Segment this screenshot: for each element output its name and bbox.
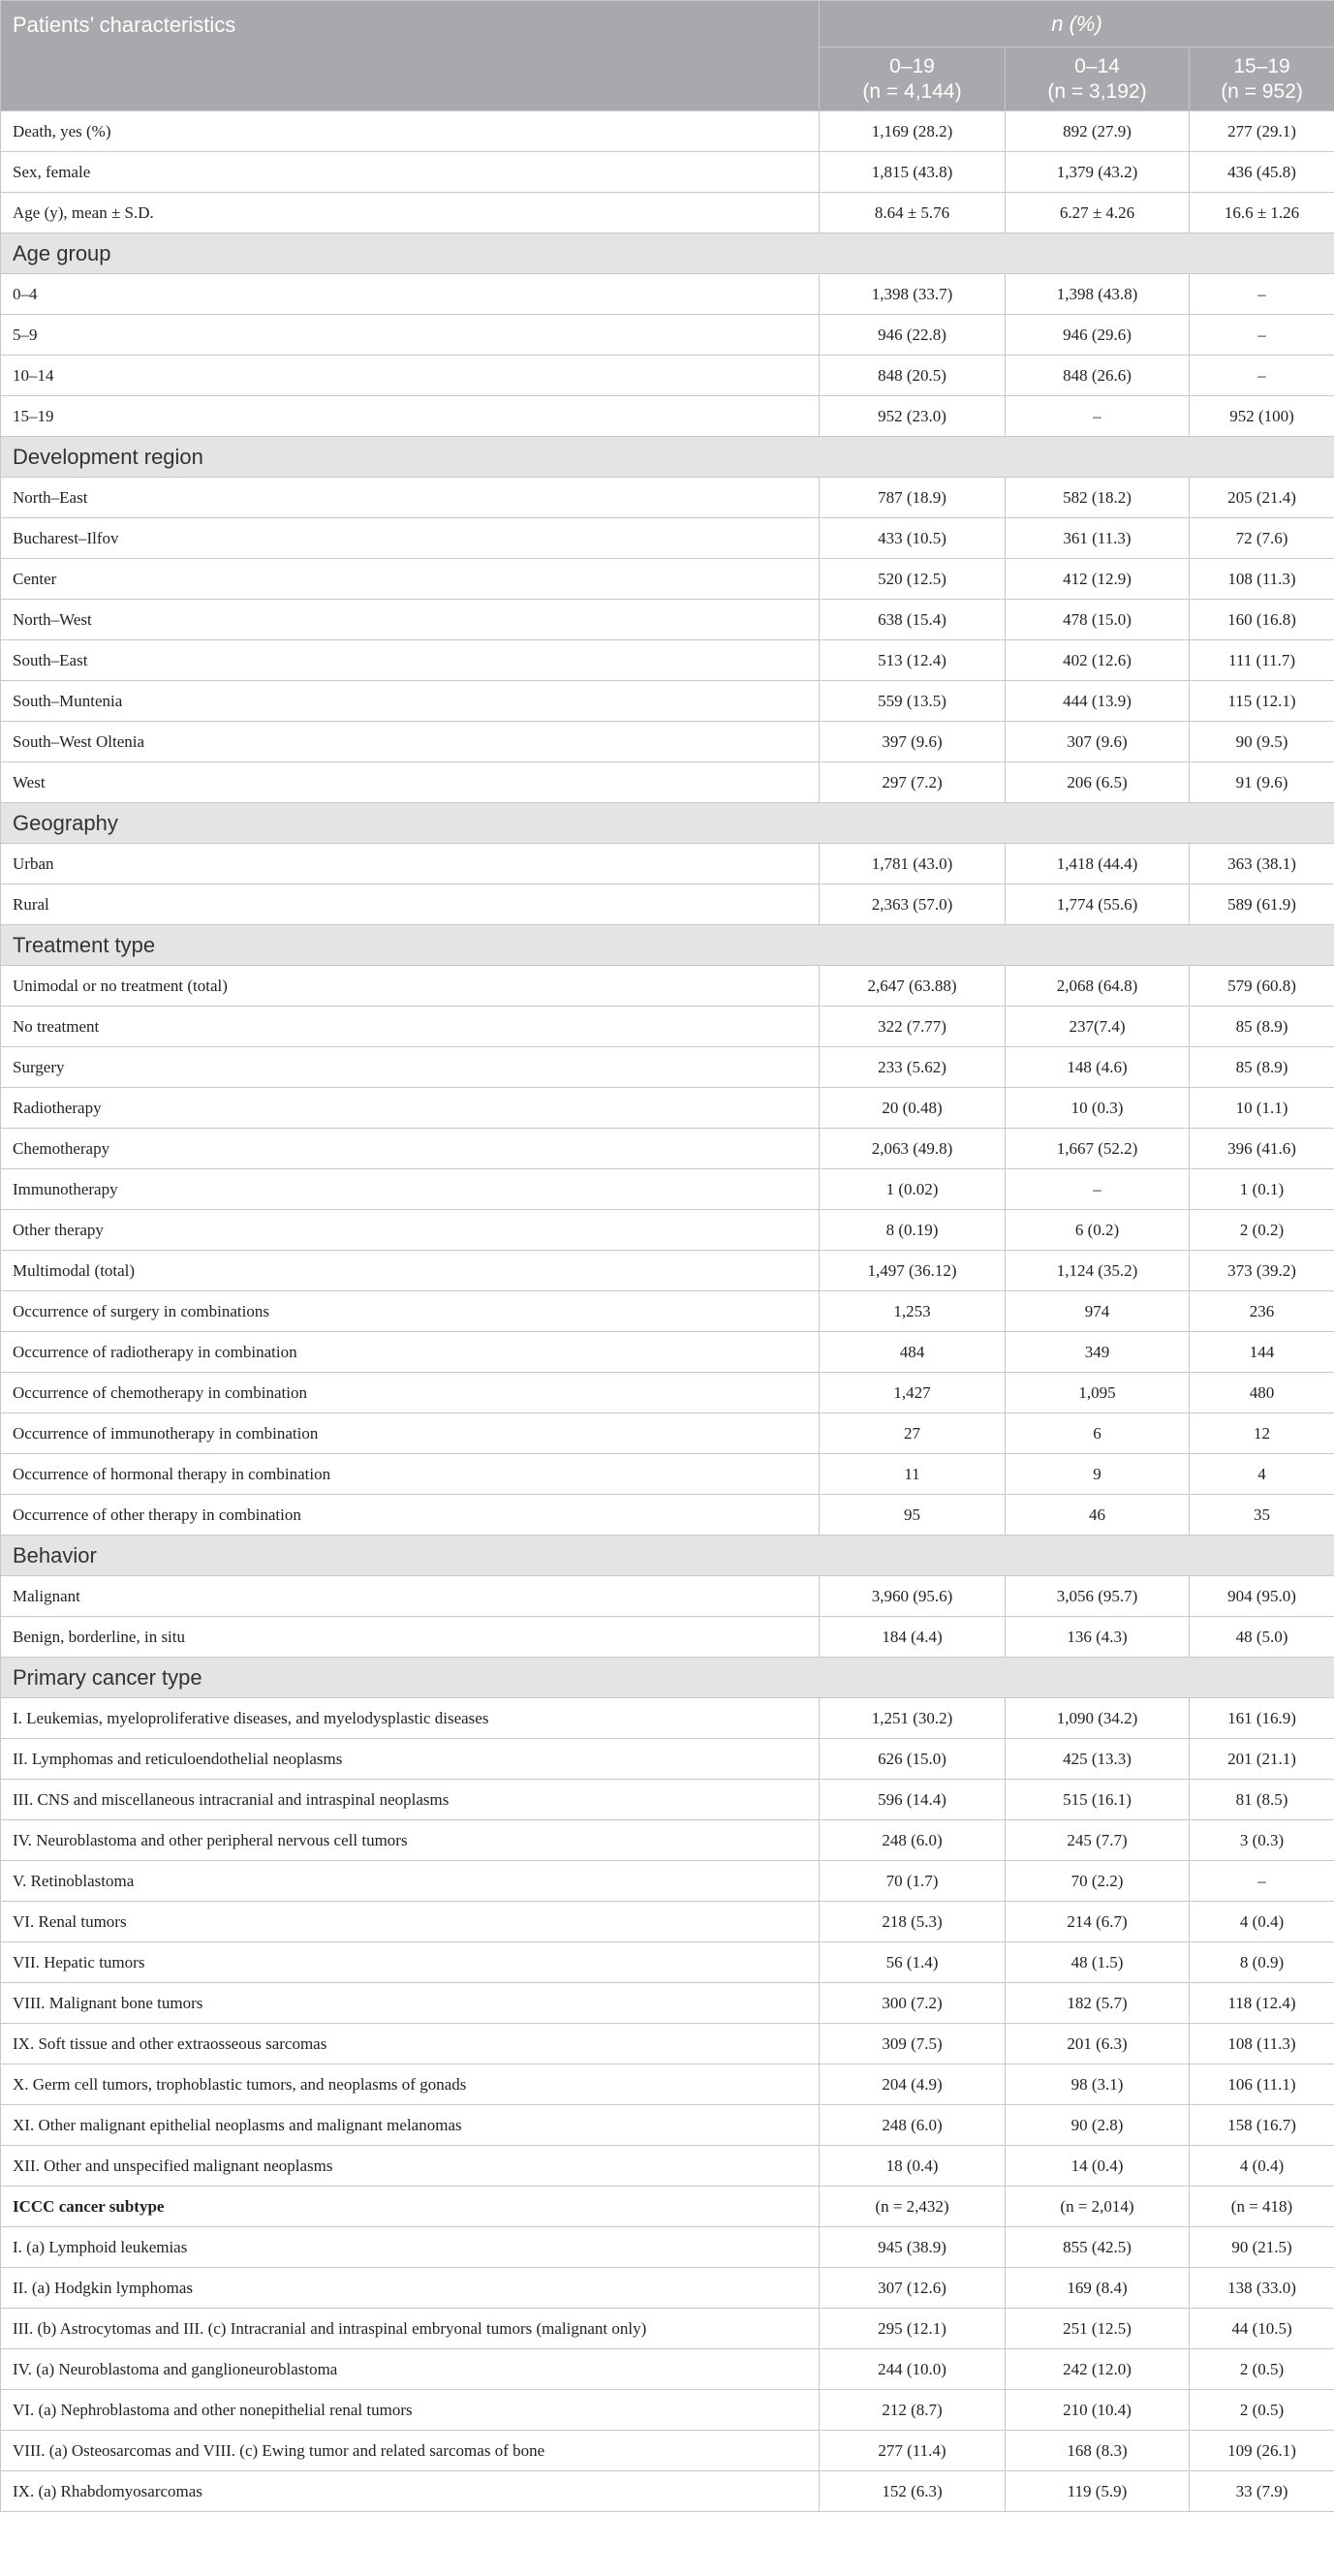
table-row: [1, 518, 1334, 559]
value-cell: 91 (9.6): [1190, 762, 1334, 803]
value-cell: 1,379 (43.2): [1006, 152, 1190, 193]
value-cell: 119 (5.9): [1006, 2471, 1190, 2512]
row-label: VIII. Malignant bone tumors: [1, 1983, 820, 2024]
table-row: [1, 1576, 1334, 1617]
value-cell: 11: [820, 1454, 1006, 1495]
value-cell: 402 (12.6): [1006, 640, 1190, 681]
table-row: [1, 152, 1334, 193]
value-cell: 48 (1.5): [1006, 1942, 1190, 1983]
table-row: [1, 478, 1334, 518]
value-cell: 72 (7.6): [1190, 518, 1334, 559]
value-cell: 515 (16.1): [1006, 1780, 1190, 1820]
value-cell: 8 (0.9): [1190, 1942, 1334, 1983]
table-row: [1, 1454, 1334, 1495]
value-cell: 85 (8.9): [1190, 1047, 1334, 1088]
section-header-row: [1, 1658, 1334, 1698]
section-header-row: [1, 233, 1334, 274]
value-cell: 1,398 (33.7): [820, 274, 1006, 315]
value-cell: 295 (12.1): [820, 2309, 1006, 2349]
row-label: III. CNS and miscellaneous intracranial and intraspinal neoplasms: [1, 1780, 820, 1820]
table-row: [1, 1373, 1334, 1413]
section-label: Age group: [1, 233, 1334, 274]
value-cell: 300 (7.2): [820, 1983, 1006, 2024]
value-cell: 90 (21.5): [1190, 2227, 1334, 2268]
row-label: IX. (a) Rhabdomyosarcomas: [1, 2471, 820, 2512]
table-row: [1, 2064, 1334, 2105]
table-row: [1, 274, 1334, 315]
value-cell: 218 (5.3): [820, 1902, 1006, 1942]
value-cell: 108 (11.3): [1190, 559, 1334, 600]
header-characteristics: Patients’ characteristics: [1, 1, 820, 111]
value-cell: 1,090 (34.2): [1006, 1698, 1190, 1739]
value-cell: 1,815 (43.8): [820, 152, 1006, 193]
value-cell: 6: [1006, 1413, 1190, 1454]
row-label: Sex, female: [1, 152, 820, 193]
row-label: Other therapy: [1, 1210, 820, 1251]
header-group-0-19: 0–19 (n = 4,144): [820, 47, 1006, 111]
value-cell: 520 (12.5): [820, 559, 1006, 600]
row-label: VI. Renal tumors: [1, 1902, 820, 1942]
value-cell: 436 (45.8): [1190, 152, 1334, 193]
value-cell: 144: [1190, 1332, 1334, 1373]
value-cell: 98 (3.1): [1006, 2064, 1190, 2105]
row-label: Benign, borderline, in situ: [1, 1617, 820, 1658]
table-row: [1, 2105, 1334, 2146]
value-cell: 3,056 (95.7): [1006, 1576, 1190, 1617]
value-cell: 3 (0.3): [1190, 1820, 1334, 1861]
value-cell: 109 (26.1): [1190, 2431, 1334, 2471]
table-row: [1, 2431, 1334, 2471]
row-label: X. Germ cell tumors, trophoblastic tumors, and neoplasms of gonads: [1, 2064, 820, 2105]
value-cell: 204 (4.9): [820, 2064, 1006, 2105]
value-cell: 412 (12.9): [1006, 559, 1190, 600]
section-label: Geography: [1, 803, 1334, 844]
value-cell: 1,398 (43.8): [1006, 274, 1190, 315]
table-row: [1, 396, 1334, 437]
table-row: [1, 111, 1334, 152]
value-cell: 85 (8.9): [1190, 1007, 1334, 1047]
value-cell: 46: [1006, 1495, 1190, 1536]
table-row: [1, 356, 1334, 396]
table-row: [1, 2471, 1334, 2512]
value-cell: 245 (7.7): [1006, 1820, 1190, 1861]
table-row: [1, 2146, 1334, 2187]
table-row: [1, 885, 1334, 925]
value-cell: 152 (6.3): [820, 2471, 1006, 2512]
value-cell: 184 (4.4): [820, 1617, 1006, 1658]
table-row: [1, 2227, 1334, 2268]
value-cell: –: [1190, 274, 1334, 315]
header-n-percent: n (%): [820, 1, 1334, 47]
value-cell: 242 (12.0): [1006, 2349, 1190, 2390]
table-row: [1, 1291, 1334, 1332]
value-cell: 233 (5.62): [820, 1047, 1006, 1088]
value-cell: 81 (8.5): [1190, 1780, 1334, 1820]
value-cell: 1,253: [820, 1291, 1006, 1332]
table-row: [1, 600, 1334, 640]
table-body: [1, 111, 1334, 2512]
section-header-row: [1, 437, 1334, 478]
value-cell: 90 (2.8): [1006, 2105, 1190, 2146]
value-cell: 559 (13.5): [820, 681, 1006, 722]
row-label: V. Retinoblastoma: [1, 1861, 820, 1902]
value-cell: 1,774 (55.6): [1006, 885, 1190, 925]
row-label: Bucharest–Ilfov: [1, 518, 820, 559]
table-row: [1, 1332, 1334, 1373]
row-label: Immunotherapy: [1, 1169, 820, 1210]
row-label: South–West Oltenia: [1, 722, 820, 762]
value-cell: –: [1190, 315, 1334, 356]
value-cell: 136 (4.3): [1006, 1617, 1190, 1658]
row-label: IV. Neuroblastoma and other peripheral nervous cell tumors: [1, 1820, 820, 1861]
row-label: II. (a) Hodgkin lymphomas: [1, 2268, 820, 2309]
value-cell: 148 (4.6): [1006, 1047, 1190, 1088]
table-row: [1, 1780, 1334, 1820]
table-row: [1, 1820, 1334, 1861]
value-cell: 2 (0.5): [1190, 2349, 1334, 2390]
value-cell: 115 (12.1): [1190, 681, 1334, 722]
table-row: [1, 1698, 1334, 1739]
value-cell: 945 (38.9): [820, 2227, 1006, 2268]
value-cell: 1,497 (36.12): [820, 1251, 1006, 1291]
value-cell: 244 (10.0): [820, 2349, 1006, 2390]
value-cell: 106 (11.1): [1190, 2064, 1334, 2105]
value-cell: 626 (15.0): [820, 1739, 1006, 1780]
value-cell: 480: [1190, 1373, 1334, 1413]
value-cell: 946 (22.8): [820, 315, 1006, 356]
value-cell: 169 (8.4): [1006, 2268, 1190, 2309]
table-row: [1, 1129, 1334, 1169]
value-cell: 138 (33.0): [1190, 2268, 1334, 2309]
row-label: XII. Other and unspecified malignant neoplasms: [1, 2146, 820, 2187]
value-cell: 363 (38.1): [1190, 844, 1334, 885]
value-cell: 4 (0.4): [1190, 2146, 1334, 2187]
table-row: [1, 722, 1334, 762]
value-cell: 10 (1.1): [1190, 1088, 1334, 1129]
table-row: [1, 2390, 1334, 2431]
value-cell: 277 (29.1): [1190, 111, 1334, 152]
table-row: [1, 1251, 1334, 1291]
row-label: Radiotherapy: [1, 1088, 820, 1129]
table-row: [1, 1413, 1334, 1454]
value-cell: 361 (11.3): [1006, 518, 1190, 559]
value-cell: 1,251 (30.2): [820, 1698, 1006, 1739]
value-cell: 787 (18.9): [820, 478, 1006, 518]
value-cell: 8.64 ± 5.76: [820, 193, 1006, 233]
table-row: [1, 559, 1334, 600]
value-cell: 484: [820, 1332, 1006, 1373]
table-row: [1, 1007, 1334, 1047]
section-label: Primary cancer type: [1, 1658, 1334, 1698]
value-cell: 1,418 (44.4): [1006, 844, 1190, 885]
value-cell: 2 (0.2): [1190, 1210, 1334, 1251]
row-label: Occurrence of hormonal therapy in combination: [1, 1454, 820, 1495]
section-label: Behavior: [1, 1536, 1334, 1576]
table-row: [1, 844, 1334, 885]
value-cell: 8 (0.19): [820, 1210, 1006, 1251]
row-label: Age (y), mean ± S.D.: [1, 193, 820, 233]
row-label: VI. (a) Nephroblastoma and other nonepithelial renal tumors: [1, 2390, 820, 2431]
row-label: Center: [1, 559, 820, 600]
table-row: [1, 1210, 1334, 1251]
row-label: XI. Other malignant epithelial neoplasms and malignant melanomas: [1, 2105, 820, 2146]
value-cell: 322 (7.77): [820, 1007, 1006, 1047]
value-cell: 848 (26.6): [1006, 356, 1190, 396]
value-cell: 118 (12.4): [1190, 1983, 1334, 2024]
table-row: [1, 2349, 1334, 2390]
value-cell: 44 (10.5): [1190, 2309, 1334, 2349]
value-cell: 579 (60.8): [1190, 966, 1334, 1007]
table-row: [1, 1942, 1334, 1983]
row-label: ICCC cancer subtype: [1, 2187, 820, 2227]
section-header-row: [1, 1536, 1334, 1576]
value-cell: 1 (0.02): [820, 1169, 1006, 1210]
value-cell: 855 (42.5): [1006, 2227, 1190, 2268]
table-row: [1, 966, 1334, 1007]
row-label: Unimodal or no treatment (total): [1, 966, 820, 1007]
row-label: Occurrence of surgery in combinations: [1, 1291, 820, 1332]
table-row: [1, 1739, 1334, 1780]
value-cell: 206 (6.5): [1006, 762, 1190, 803]
value-cell: 952 (23.0): [820, 396, 1006, 437]
table-row: [1, 762, 1334, 803]
value-cell: 3,960 (95.6): [820, 1576, 1006, 1617]
value-cell: 1,169 (28.2): [820, 111, 1006, 152]
value-cell: 1 (0.1): [1190, 1169, 1334, 1210]
row-label: VIII. (a) Osteosarcomas and VIII. (c) Ewing tumor and related sarcomas of bone: [1, 2431, 820, 2471]
row-label: Occurrence of other therapy in combination: [1, 1495, 820, 1536]
value-cell: 251 (12.5): [1006, 2309, 1190, 2349]
table-row: [1, 2268, 1334, 2309]
value-cell: 2,363 (57.0): [820, 885, 1006, 925]
row-label: Malignant: [1, 1576, 820, 1617]
value-cell: 35: [1190, 1495, 1334, 1536]
value-cell: 205 (21.4): [1190, 478, 1334, 518]
row-label: 5–9: [1, 315, 820, 356]
value-cell: 1,124 (35.2): [1006, 1251, 1190, 1291]
table-row: [1, 2024, 1334, 2064]
value-cell: 433 (10.5): [820, 518, 1006, 559]
section-header-row: [1, 803, 1334, 844]
value-cell: 892 (27.9): [1006, 111, 1190, 152]
value-cell: 168 (8.3): [1006, 2431, 1190, 2471]
row-label: Death, yes (%): [1, 111, 820, 152]
value-cell: 70 (1.7): [820, 1861, 1006, 1902]
row-label: 15–19: [1, 396, 820, 437]
value-cell: 237(7.4): [1006, 1007, 1190, 1047]
table-row: [1, 1983, 1334, 2024]
row-label: West: [1, 762, 820, 803]
value-cell: 478 (15.0): [1006, 600, 1190, 640]
value-cell: 4 (0.4): [1190, 1902, 1334, 1942]
value-cell: –: [1006, 1169, 1190, 1210]
row-label: IV. (a) Neuroblastoma and ganglioneuroblastoma: [1, 2349, 820, 2390]
header-group-15-19: 15–19 (n = 952): [1190, 47, 1334, 111]
value-cell: 2,647 (63.88): [820, 966, 1006, 1007]
section-label: Development region: [1, 437, 1334, 478]
row-label: I. (a) Lymphoid leukemias: [1, 2227, 820, 2268]
value-cell: 513 (12.4): [820, 640, 1006, 681]
value-cell: 946 (29.6): [1006, 315, 1190, 356]
value-cell: 425 (13.3): [1006, 1739, 1190, 1780]
value-cell: 20 (0.48): [820, 1088, 1006, 1129]
value-cell: 16.6 ± 1.26: [1190, 193, 1334, 233]
value-cell: 277 (11.4): [820, 2431, 1006, 2471]
value-cell: 161 (16.9): [1190, 1698, 1334, 1739]
value-cell: 6 (0.2): [1006, 1210, 1190, 1251]
value-cell: 70 (2.2): [1006, 1861, 1190, 1902]
value-cell: 952 (100): [1190, 396, 1334, 437]
table-row: [1, 315, 1334, 356]
value-cell: 182 (5.7): [1006, 1983, 1190, 2024]
row-label: Occurrence of immunotherapy in combination: [1, 1413, 820, 1454]
table-row: [1, 1169, 1334, 1210]
value-cell: 1,427: [820, 1373, 1006, 1413]
section-label: Treatment type: [1, 925, 1334, 966]
value-cell: 33 (7.9): [1190, 2471, 1334, 2512]
value-cell: 9: [1006, 1454, 1190, 1495]
table-row: [1, 193, 1334, 233]
value-cell: 201 (6.3): [1006, 2024, 1190, 2064]
table-row: [1, 1088, 1334, 1129]
row-label: Multimodal (total): [1, 1251, 820, 1291]
value-cell: 4: [1190, 1454, 1334, 1495]
value-cell: 1,781 (43.0): [820, 844, 1006, 885]
value-cell: 589 (61.9): [1190, 885, 1334, 925]
value-cell: 397 (9.6): [820, 722, 1006, 762]
value-cell: 2,068 (64.8): [1006, 966, 1190, 1007]
row-label: 10–14: [1, 356, 820, 396]
value-cell: 90 (9.5): [1190, 722, 1334, 762]
value-cell: 18 (0.4): [820, 2146, 1006, 2187]
row-label: VII. Hepatic tumors: [1, 1942, 820, 1983]
value-cell: 108 (11.3): [1190, 2024, 1334, 2064]
row-label: Chemotherapy: [1, 1129, 820, 1169]
value-cell: 1,095: [1006, 1373, 1190, 1413]
value-cell: 307 (12.6): [820, 2268, 1006, 2309]
value-cell: 236: [1190, 1291, 1334, 1332]
value-cell: 48 (5.0): [1190, 1617, 1334, 1658]
table-row: [1, 1047, 1334, 1088]
value-cell: 2,063 (49.8): [820, 1129, 1006, 1169]
row-label: North–West: [1, 600, 820, 640]
value-cell: 248 (6.0): [820, 2105, 1006, 2146]
row-label: North–East: [1, 478, 820, 518]
value-cell: 95: [820, 1495, 1006, 1536]
header-group-0-14: 0–14 (n = 3,192): [1006, 47, 1190, 111]
value-cell: –: [1190, 356, 1334, 396]
row-label: I. Leukemias, myeloproliferative diseases, and myelodysplastic diseases: [1, 1698, 820, 1739]
value-cell: 214 (6.7): [1006, 1902, 1190, 1942]
row-label: Occurrence of radiotherapy in combination: [1, 1332, 820, 1373]
value-cell: 297 (7.2): [820, 762, 1006, 803]
value-cell: 12: [1190, 1413, 1334, 1454]
value-cell: –: [1190, 1861, 1334, 1902]
table-row: [1, 2309, 1334, 2349]
row-label: III. (b) Astrocytomas and III. (c) Intracranial and intraspinal embryonal tumors (malignant only): [1, 2309, 820, 2349]
table-row: [1, 1902, 1334, 1942]
value-cell: 248 (6.0): [820, 1820, 1006, 1861]
value-cell: 904 (95.0): [1190, 1576, 1334, 1617]
table-row: [1, 640, 1334, 681]
value-cell: 2 (0.5): [1190, 2390, 1334, 2431]
row-label: 0–4: [1, 274, 820, 315]
value-cell: 848 (20.5): [820, 356, 1006, 396]
value-cell: 396 (41.6): [1190, 1129, 1334, 1169]
row-label: Occurrence of chemotherapy in combination: [1, 1373, 820, 1413]
value-cell: (n = 2,432): [820, 2187, 1006, 2227]
value-cell: 974: [1006, 1291, 1190, 1332]
section-header-row: [1, 925, 1334, 966]
value-cell: 210 (10.4): [1006, 2390, 1190, 2431]
row-label: Rural: [1, 885, 820, 925]
value-cell: 638 (15.4): [820, 600, 1006, 640]
value-cell: 582 (18.2): [1006, 478, 1190, 518]
value-cell: 6.27 ± 4.26: [1006, 193, 1190, 233]
table-row: [1, 1495, 1334, 1536]
value-cell: (n = 2,014): [1006, 2187, 1190, 2227]
row-label: Urban: [1, 844, 820, 885]
value-cell: 14 (0.4): [1006, 2146, 1190, 2187]
row-label: South–East: [1, 640, 820, 681]
value-cell: 444 (13.9): [1006, 681, 1190, 722]
row-label: South–Muntenia: [1, 681, 820, 722]
value-cell: 158 (16.7): [1190, 2105, 1334, 2146]
value-cell: –: [1006, 396, 1190, 437]
value-cell: 349: [1006, 1332, 1190, 1373]
value-cell: 309 (7.5): [820, 2024, 1006, 2064]
row-label: No treatment: [1, 1007, 820, 1047]
table-row: [1, 681, 1334, 722]
value-cell: 201 (21.1): [1190, 1739, 1334, 1780]
value-cell: 212 (8.7): [820, 2390, 1006, 2431]
row-label: II. Lymphomas and reticuloendothelial neoplasms: [1, 1739, 820, 1780]
value-cell: 1,667 (52.2): [1006, 1129, 1190, 1169]
value-cell: 373 (39.2): [1190, 1251, 1334, 1291]
value-cell: 596 (14.4): [820, 1780, 1006, 1820]
subtotal-row: [1, 2187, 1334, 2227]
row-label: IX. Soft tissue and other extraosseous sarcomas: [1, 2024, 820, 2064]
value-cell: 160 (16.8): [1190, 600, 1334, 640]
table-row: [1, 1617, 1334, 1658]
value-cell: (n = 418): [1190, 2187, 1334, 2227]
table-row: [1, 1861, 1334, 1902]
value-cell: 111 (11.7): [1190, 640, 1334, 681]
value-cell: 10 (0.3): [1006, 1088, 1190, 1129]
value-cell: 56 (1.4): [820, 1942, 1006, 1983]
row-label: Surgery: [1, 1047, 820, 1088]
value-cell: 27: [820, 1413, 1006, 1454]
value-cell: 307 (9.6): [1006, 722, 1190, 762]
